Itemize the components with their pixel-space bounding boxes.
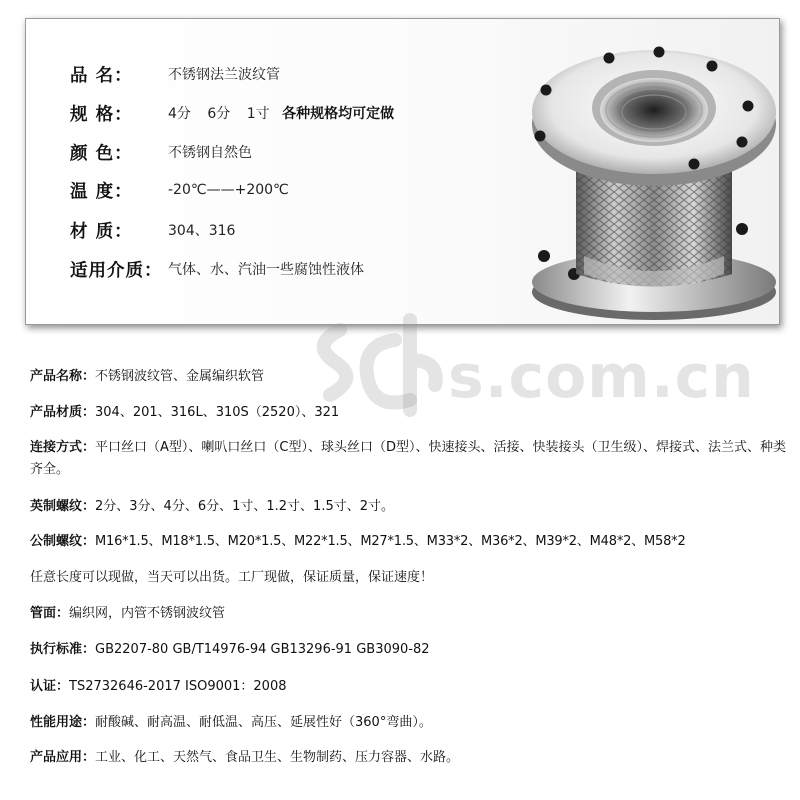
detail-line xyxy=(30,532,686,552)
detail-line xyxy=(30,677,287,697)
spec-row-name xyxy=(70,59,280,89)
detail-line xyxy=(30,367,264,387)
detail-line xyxy=(30,568,433,588)
detail-line xyxy=(30,748,459,768)
product-image xyxy=(514,24,780,324)
custom-note: 各种规格均可定做 xyxy=(282,106,395,122)
spec-row-color xyxy=(70,137,252,167)
detail-line xyxy=(30,437,790,481)
detail-key: 产品应用： xyxy=(30,750,96,765)
spec-row-media xyxy=(70,254,364,284)
detail-value: 平口丝口（A型）、喇叭口丝口（C型）、球头丝口（D型）、快速接头、活接、快装接头（卫生级）、焊接式、法兰式、种类齐全。 xyxy=(30,440,786,477)
spec-value: 304、316 xyxy=(168,223,236,239)
detail-value: 304、201、316L、310S（2520）、321 xyxy=(95,405,340,420)
detail-key: 公制螺纹： xyxy=(30,534,96,549)
spec-label: 材 质： xyxy=(70,221,133,242)
detail-value: 不锈钢波纹管、金属编织软管 xyxy=(95,369,265,384)
detail-key: 执行标准： xyxy=(30,642,96,657)
size-option: 1寸 xyxy=(246,106,270,122)
detail-value: 任意长度可以现做，当天可以出货。工厂现做，保证质量，保证速度！ xyxy=(30,570,434,585)
detail-value: GB2207-80 GB/T14976-94 GB13296-91 GB3090-82 xyxy=(95,642,430,657)
detail-line xyxy=(30,403,339,423)
watermark-text: s.com.cn xyxy=(448,342,755,412)
spec-card xyxy=(25,18,780,325)
detail-key: 连接方式： xyxy=(30,440,96,455)
detail-key: 产品名称： xyxy=(30,369,96,384)
spec-label: 适用介质： xyxy=(70,260,163,281)
detail-value: TS2732646-2017 ISO9001：2008 xyxy=(69,679,287,694)
detail-key: 认证： xyxy=(30,679,70,694)
detail-key: 管面： xyxy=(30,606,70,621)
detail-value: M16*1.5、M18*1.5、M20*1.5、M22*1.5、M27*1.5、M33*2、M36*2、M39*2、M48*2、M58*2 xyxy=(95,534,686,549)
spec-label: 规 格： xyxy=(70,104,133,125)
detail-line xyxy=(30,604,225,624)
spec-label: 品 名： xyxy=(70,65,133,86)
spec-label: 温 度： xyxy=(70,181,133,202)
detail-key: 性能用途： xyxy=(30,715,96,730)
detail-line xyxy=(30,497,394,517)
detail-line xyxy=(30,640,430,660)
detail-key: 产品材质： xyxy=(30,405,96,420)
detail-value: 工业、化工、天然气、食品卫生、生物制药、压力容器、水路。 xyxy=(95,750,460,765)
spec-value xyxy=(168,103,394,123)
size-option: 6分 xyxy=(207,106,231,122)
detail-value: 编织网，内管不锈钢波纹管 xyxy=(69,606,226,621)
spec-row-size xyxy=(70,98,394,128)
spec-value: -20℃——+200℃ xyxy=(168,182,289,198)
spec-row-material xyxy=(70,215,235,245)
detail-value: 2分、3分、4分、6分、1寸、1.2寸、1.5寸、2寸。 xyxy=(95,499,394,514)
spec-value: 不锈钢法兰波纹管 xyxy=(168,67,280,83)
detail-line xyxy=(30,713,432,733)
spec-label: 颜 色： xyxy=(70,143,133,164)
spec-value: 气体、水、汽油一些腐蚀性液体 xyxy=(168,262,364,278)
detail-key: 英制螺纹： xyxy=(30,499,96,514)
detail-value: 耐酸碱、耐高温、耐低温、高压、延展性好（360°弯曲）。 xyxy=(95,715,432,730)
spec-value: 不锈钢自然色 xyxy=(168,145,252,161)
size-option: 4分 xyxy=(168,106,191,122)
spec-row-temperature xyxy=(70,175,289,205)
